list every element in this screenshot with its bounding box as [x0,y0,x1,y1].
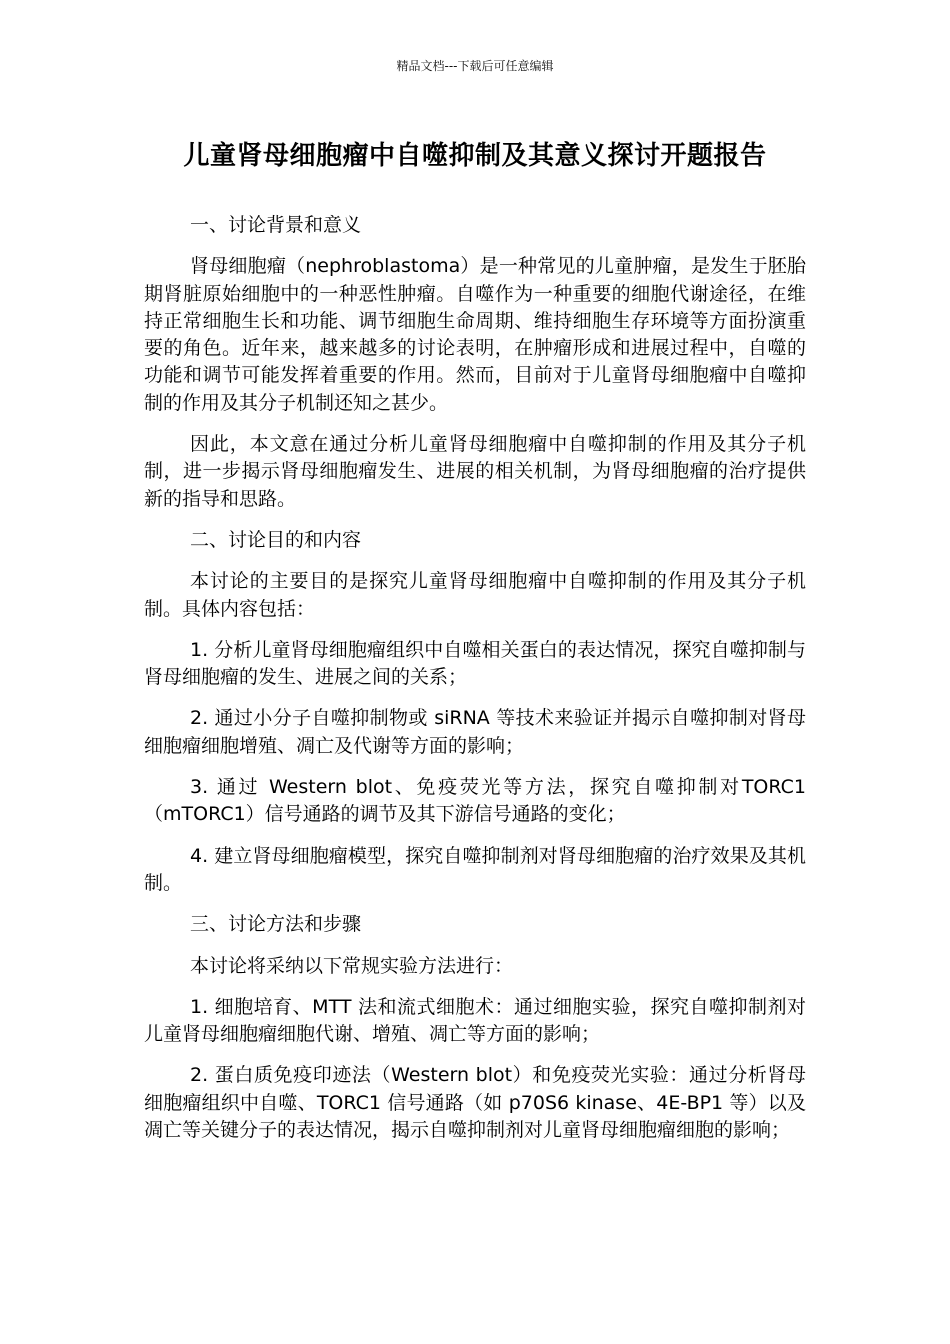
list-item-method-1: 1. 细胞培育、MTT 法和流式细胞术：通过细胞实验，探究自噬抑制剂对儿童肾母细胞瘤细胞代谢、增殖、凋亡等方面的影响； [144,995,806,1046]
section-heading-background: 一、讨论背景和意义 [190,214,362,236]
paragraph-background-1: 肾母细胞瘤（nephroblastoma）是一种常见的儿童肿瘤，是发生于胚胎期肾脏原始细胞中的一种恶性肿瘤。自噬作为一种重要的细胞代谢途径，在维持正常细胞生长和功能、调节细胞生命周期、维持细胞生存环境等方面扮演重要的角色。近年来，越来越多的讨论表明，在肿瘤形成和进展过程中，自噬的功能和调节可能发挥着重要的作用。然而，目前对于儿童肾母细胞瘤中自噬抑制的作用及其分子机制还知之甚少。 [144,255,806,414]
section-heading-methods: 三、讨论方法和步骤 [190,913,362,936]
document-body [144,212,806,1158]
list-item-objective-1: 1. 分析儿童肾母细胞瘤组织中自噬相关蛋白的表达情况，探究自噬抑制与肾母细胞瘤的发生、进展之间的关系； [144,638,806,689]
header-note: 精品文档---下载后可任意编辑 [396,59,554,73]
list-item-objective-2: 2. 通过小分子自噬抑制物或 siRNA 等技术来验证并揭示自噬抑制对肾母细胞瘤细胞增殖、凋亡及代谢等方面的影响； [144,707,806,757]
list-item-objective-4: 4. 建立肾母细胞瘤模型，探究自噬抑制剂对肾母细胞瘤的治疗效果及其机制。 [144,844,806,894]
paragraph-background-2: 因此，本文意在通过分析儿童肾母细胞瘤中自噬抑制的作用及其分子机制，进一步揭示肾母细胞瘤发生、进展的相关机制，为肾母细胞瘤的治疗提供新的指导和思路。 [144,433,806,510]
document-title: 儿童肾母细胞瘤中自噬抑制及其意义探讨开题报告 [183,141,767,171]
list-item-objective-3: 3. 通过 Western blot、免疫荧光等方法，探究自噬抑制对TORC1（mTORC1）信号通路的调节及其下游信号通路的变化； [144,776,806,826]
section-heading-objectives: 二、讨论目的和内容 [190,528,362,551]
list-item-method-2: 2. 蛋白质免疫印迹法（Western blot）和免疫荧光实验：通过分析肾母细胞瘤组织中自噬、TORC1 信号通路（如 p70S6 kinase、4E-BP1 等）以及凋亡等关键分子的表达情况，揭示自噬抑制剂对儿童肾母细胞瘤细胞的影响； [144,1064,806,1142]
paragraph-objectives-intro: 本讨论的主要目的是探究儿童肾母细胞瘤中自噬抑制的作用及其分子机制。具体内容包括： [144,570,806,620]
paragraph-methods-intro: 本讨论将采纳以下常规实验方法进行： [190,954,514,977]
